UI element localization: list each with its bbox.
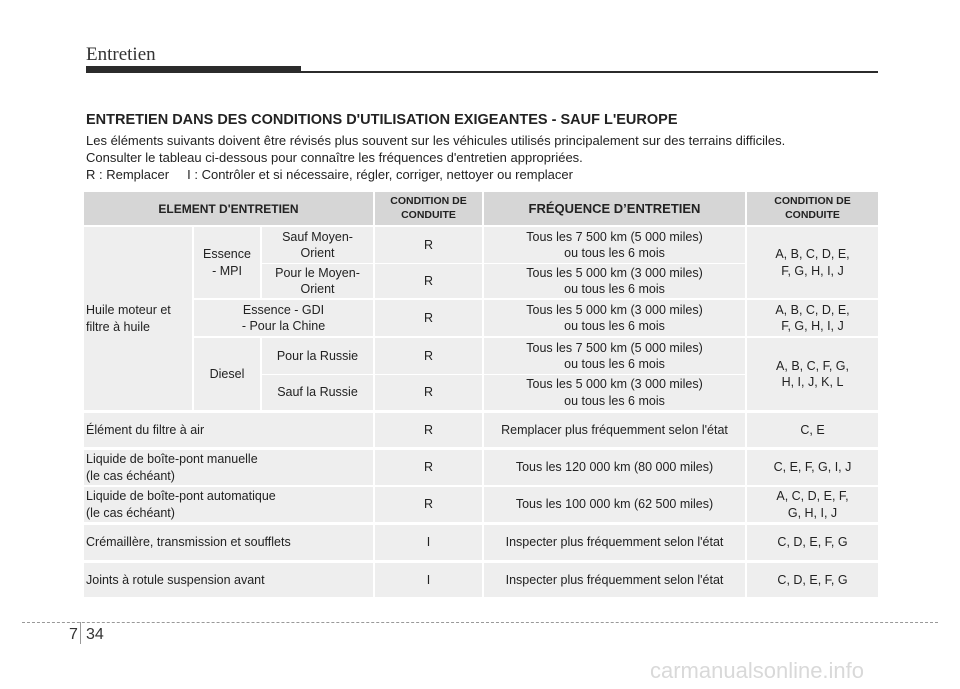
row-cond-0: C, E [747, 413, 878, 447]
header-condition-2: CONDITION DE CONDUITE [747, 192, 878, 225]
chapter-number: 7 [69, 626, 78, 643]
page-number: 34 [86, 626, 104, 643]
row-freq-1: Tous les 120 000 km (80 000 miles) [484, 450, 745, 485]
oil-op-1: R [375, 227, 482, 263]
header-element: ELEMENT D'ENTRETIEN [84, 192, 373, 225]
header-condition: CONDITION DE CONDUITE [375, 192, 482, 225]
footer-separator [80, 622, 81, 644]
row-cond-1: C, E, F, G, I, J [747, 450, 878, 485]
legend-text: R : Remplacer I : Contrôler et si nécessaire, régler, corriger, nettoyer ou remplacer [86, 167, 573, 182]
intro-line-2: Consulter le tableau ci-dessous pour connaître les fréquences d'entretien appropriées. [86, 150, 583, 165]
oil-item-label: Huile moteur et filtre à huile [84, 227, 192, 410]
pour-russie-label: Pour la Russie [262, 338, 373, 374]
row-item-4: Joints à rotule suspension avant [84, 563, 373, 597]
header-rule [86, 71, 878, 73]
row-freq-0: Remplacer plus fréquemment selon l'état [484, 413, 745, 447]
page-header-title: Entretien [86, 44, 156, 65]
row-cond-3: C, D, E, F, G [747, 525, 878, 560]
oil-op-2: R [375, 264, 482, 298]
row-freq-3: Inspecter plus fréquemment selon l'état [484, 525, 745, 560]
row-op-3: I [375, 525, 482, 560]
oil-freq-2: Tous les 5 000 km (3 000 miles) ou tous les 6 mois [484, 264, 745, 298]
oil-freq-3: Tous les 5 000 km (3 000 miles) ou tous les 6 mois [484, 300, 745, 336]
section-title: ENTRETIEN DANS DES CONDITIONS D'UTILISATION EXIGEANTES - SAUF L'EUROPE [86, 112, 678, 128]
row-item-1: Liquide de boîte-pont manuelle (le cas échéant) [84, 450, 373, 485]
row-freq-4: Inspecter plus fréquemment selon l'état [484, 563, 745, 597]
row-cond-4: C, D, E, F, G [747, 563, 878, 597]
footer-dashed-rule [22, 622, 938, 623]
row-cond-2: A, C, D, E, F, G, H, I, J [747, 487, 878, 522]
header-frequency: FRÉQUENCE D’ENTRETIEN [484, 192, 745, 225]
essence-gdi-label: Essence - GDI - Pour la Chine [194, 300, 373, 336]
oil-op-4: R [375, 338, 482, 374]
oil-cond-mpi: A, B, C, D, E, F, G, H, I, J [747, 227, 878, 298]
row-op-0: R [375, 413, 482, 447]
intro-line-1: Les éléments suivants doivent être révisés plus souvent sur les véhicules utilisés principalement sur des terrains difficiles. [86, 133, 786, 148]
oil-cond-gdi: A, B, C, D, E, F, G, H, I, J [747, 300, 878, 336]
row-op-2: R [375, 487, 482, 522]
oil-freq-5: Tous les 5 000 km (3 000 miles) ou tous les 6 mois [484, 375, 745, 410]
oil-op-5: R [375, 375, 482, 410]
oil-freq-4: Tous les 7 500 km (5 000 miles) ou tous les 6 mois [484, 338, 745, 374]
row-item-3: Crémaillère, transmission et soufflets [84, 525, 373, 560]
row-item-0: Élément du filtre à air [84, 413, 373, 447]
pour-moyen-orient-label: Pour le Moyen- Orient [262, 264, 373, 298]
oil-freq-1: Tous les 7 500 km (5 000 miles) ou tous les 6 mois [484, 227, 745, 263]
row-op-4: I [375, 563, 482, 597]
row-item-2: Liquide de boîte-pont automatique (le cas échéant) [84, 487, 373, 522]
row-freq-2: Tous les 100 000 km (62 500 miles) [484, 487, 745, 522]
oil-op-3: R [375, 300, 482, 336]
sauf-moyen-orient-label: Sauf Moyen- Orient [262, 227, 373, 263]
sauf-russie-label: Sauf la Russie [262, 375, 373, 410]
essence-mpi-label: Essence - MPI [194, 227, 260, 298]
row-op-1: R [375, 450, 482, 485]
diesel-label: Diesel [194, 338, 260, 410]
watermark: carmanualsonline.info [650, 658, 865, 683]
oil-cond-diesel: A, B, C, F, G, H, I, J, K, L [747, 338, 878, 410]
